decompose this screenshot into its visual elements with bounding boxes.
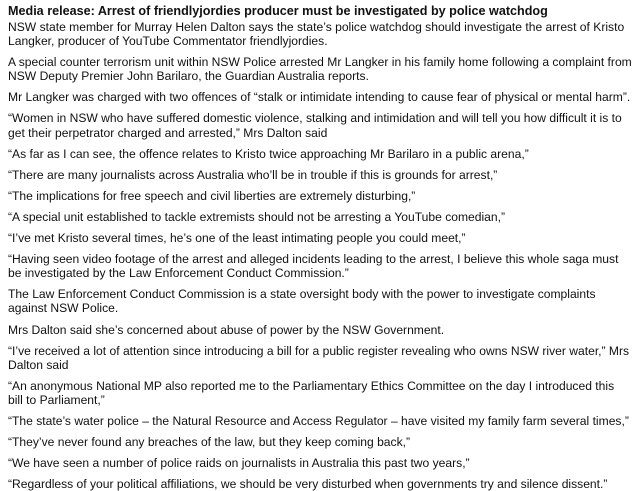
paragraph: “Having seen video footage of the arrest and alleged incidents leading to the arrest, I believe this whole saga must be investigated by the Law Enforcement Conduct Commission.” [8, 252, 619, 281]
page-title: Media release: Arrest of friendlyjordies producer must be investigated by police watchdog [8, 4, 548, 18]
paragraph: The Law Enforcement Conduct Commission is a state oversight body with the power to investigate complaints against NSW Police. [8, 287, 596, 316]
paragraph: Mrs Dalton said she’s concerned about abuse of power by the NSW Government. [8, 322, 445, 337]
paragraph: A special counter terrorism unit within NSW Police arrested Mr Langker in his family home following a complaint from NSW Deputy Premier John Barilaro, the Guardian Australia reports. [8, 55, 632, 84]
paragraph: “The implications for free speech and civil liberties are extremely disturbing,” [8, 188, 416, 203]
paragraph: “As far as I can see, the offence relates to Kristo twice approaching Mr Barilaro in a public arena,” [8, 146, 529, 161]
paragraph: Mr Langker was charged with two offences of “stalk or intimidate intending to cause fear of physical or mental harm”. [8, 90, 631, 105]
paragraph: “Women in NSW who have suffered domestic violence, stalking and intimidation and will tell you how difficult it is to get their perpetrator charged and arrested,” Mrs Dalton said [8, 111, 622, 140]
paragraph: “I’ve met Kristo several times, he’s one of the least intimating people you could meet,” [8, 231, 466, 246]
paragraph: “The state’s water police – the Natural Resource and Access Regulator – have visited my family farm several times,” [8, 413, 629, 428]
paragraph: NSW state member for Murray Helen Dalton says the state’s police watchdog should investigate the arrest of Kristo Langker, producer of YouTube Commentator friendlyjordies. [8, 20, 625, 49]
paragraph: “They’ve never found any breaches of the law, but they keep coming back,” [8, 435, 411, 450]
paragraph: “Regardless of your political affiliations, we should be very disturbed when governments try and silence dissent.” [8, 477, 608, 491]
paragraph: “We have seen a number of police raids on journalists in Australia this past two years,” [8, 456, 470, 471]
paragraph: “I’ve received a lot of attention since introducing a bill for a public register revealing who owns NSW river water,” Mrs Dalton said [8, 343, 630, 372]
paragraph: “A special unit established to tackle extremists should not be arresting a YouTube comedian,” [8, 209, 506, 224]
paragraph: “There are many journalists across Australia who’ll be in trouble if this is grounds for arrest,” [8, 167, 498, 182]
paragraph: “An anonymous National MP also reported me to the Parliamentary Ethics Committee on the day I introduced this bill to Parliament,” [8, 378, 615, 407]
